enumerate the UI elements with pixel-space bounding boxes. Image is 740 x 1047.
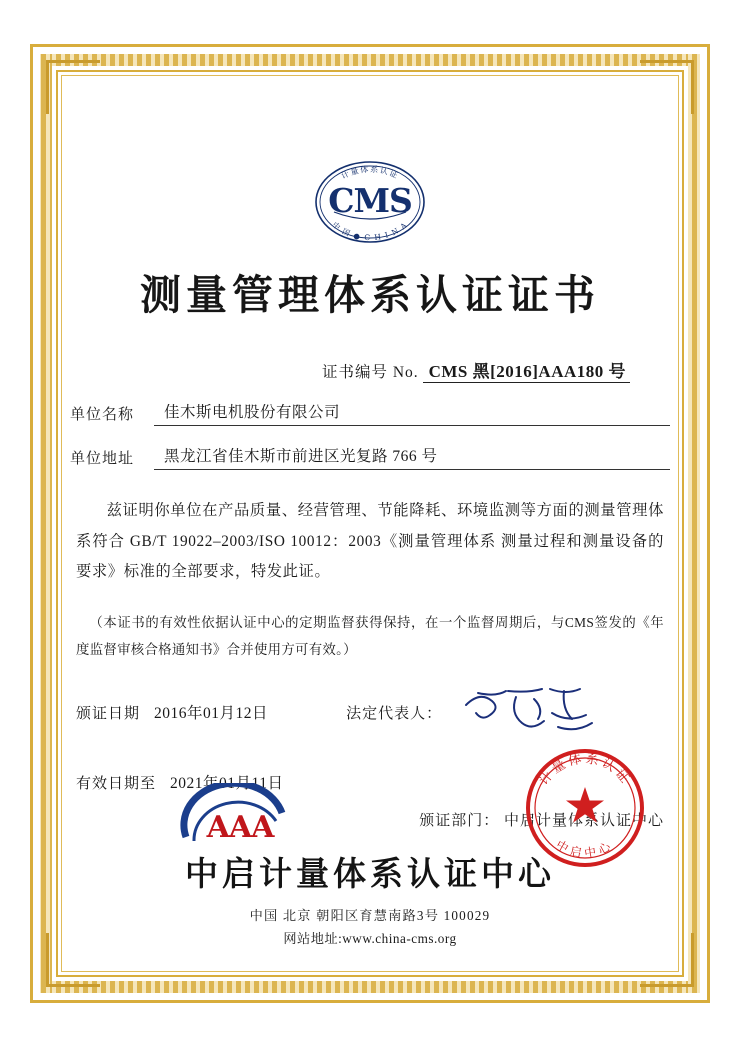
footer-address: 中国 北京 朝阳区育慧南路3号 100029 (249, 908, 491, 923)
company-name-value: 佳木斯电机股份有限公司 (154, 400, 670, 426)
legal-representative-label: 法定代表人： (346, 706, 443, 723)
svg-text:AAA: AAA (206, 810, 274, 845)
svg-text:中启中心: 中启中心 (553, 837, 617, 862)
expiry-date-month-unit: 月 (235, 775, 252, 793)
signature-block (70, 701, 670, 862)
issuing-department-value: 中启计量体系认证中心 (503, 813, 664, 830)
handwritten-signature-icon (460, 683, 610, 739)
issue-date-month-unit: 月 (219, 705, 236, 723)
body-paragraph: 兹证明你单位在产品质量、经营管理、节能降耗、环境监测等方面的测量管理体系符合 GB/T 19022–2003/ISO 10012：2003《测量管理体系 测量过程和测量设备的要求》标准的全部要求，特发此证。 (76, 502, 664, 581)
aaa-rating-logo-icon (180, 783, 288, 845)
expiry-date-label: 有效日期至 (76, 776, 157, 793)
issue-date-year-unit: 年 (187, 705, 204, 723)
issue-date-day-unit: 日 (252, 705, 269, 723)
company-name-label: 单位名称 (70, 407, 135, 423)
svg-text:计量体系认证: 计量体系认证 (339, 164, 401, 181)
svg-text:中 国 ● C H I N A: 中 国 ● C H I N A (330, 220, 410, 243)
cms-logo-wrap (70, 156, 670, 248)
field-row-company-address (70, 444, 670, 470)
note-paragraph: （本证书的有效性依据认证中心的定期监督获得保持，在一个监督周期后，与CMS签发的《年度监督审核合格通知书》合并使用方可有效。） (76, 614, 664, 657)
expiry-date-month: 01 (219, 775, 236, 793)
issue-date-year: 2016 (154, 705, 188, 723)
certificate-title: 测量管理体系认证证书 (140, 271, 600, 319)
svg-text:CMS: CMS (328, 181, 412, 220)
footer (70, 848, 670, 947)
certificate-number-label: 证书编号 No. (321, 364, 419, 381)
certificate-number-value: CMS 黑[2016]AAA180 号 (423, 362, 630, 383)
issue-date-label: 颁证日期 (76, 706, 141, 723)
issuing-department-label: 颁证部门： (419, 813, 500, 830)
expiry-date-year: 2021 (170, 775, 204, 793)
footer-website: 网站地址:www.china-cms.org (283, 931, 457, 946)
svg-text:计量体系认证: 计量体系认证 (536, 751, 634, 789)
certificate-number-row (70, 357, 670, 382)
cms-logo-icon (304, 156, 436, 248)
company-address-value: 黑龙江省佳木斯市前进区光复路 766 号 (154, 444, 670, 470)
issue-date-month: 01 (203, 705, 220, 723)
expiry-date-day: 11 (251, 775, 268, 793)
footer-organization: 中启计量体系认证中心 (185, 854, 555, 893)
expiry-date-year-unit: 年 (203, 775, 220, 793)
company-address-label: 单位地址 (70, 451, 135, 467)
certificate-content (70, 84, 670, 963)
issue-date-day: 12 (235, 705, 253, 723)
field-row-company-name (70, 400, 670, 426)
expiry-date-day-unit: 日 (267, 775, 284, 793)
